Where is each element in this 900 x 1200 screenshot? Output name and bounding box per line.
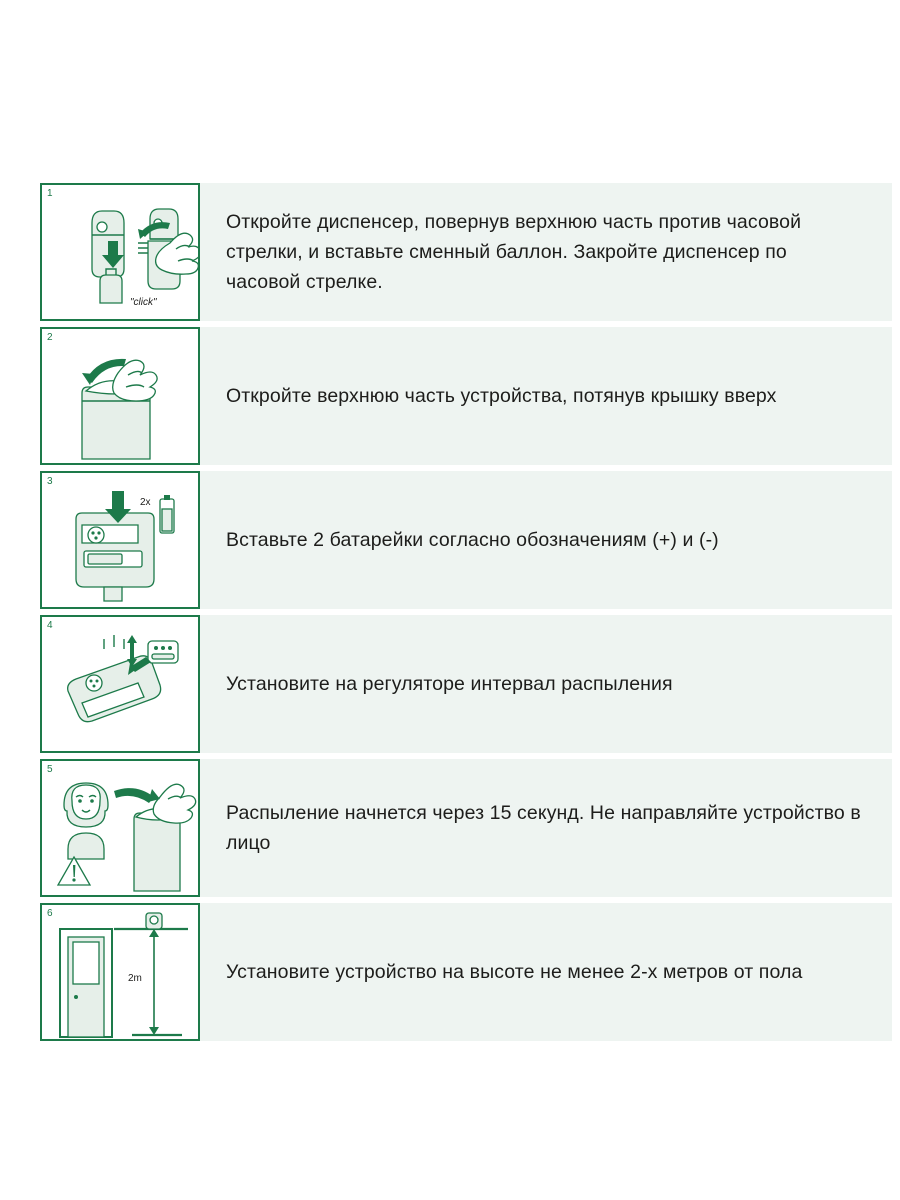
do-not-spray-in-face-warning-icon [42,761,198,895]
step-row [40,615,892,753]
step-6-caption: 2m [128,973,142,984]
step-text: Установите на регуляторе интервал распыления [226,672,673,695]
open-top-cover-pull-up-icon [42,329,198,463]
mount-device-two-meters-height-icon [42,905,198,1039]
step-1-illustration [40,183,200,321]
step-number: 3 [47,476,53,487]
step-2-text-cell [200,327,892,465]
step-5-illustration [40,759,200,897]
step-text: Откройте диспенсер, повернув верхнюю часть против часовой стрелки, и вставьте сменный баллон. Закройте диспенсер по часовой стрелке. [226,210,802,294]
step-row [40,327,892,465]
step-3-text-cell [200,471,892,609]
step-number: 4 [47,620,53,631]
step-text: Распыление начнется через 15 секунд. Не направляйте устройство в лицо [226,801,861,854]
step-1-caption: "click" [130,297,157,308]
step-number: 2 [47,332,53,343]
insert-two-batteries-icon [42,473,198,607]
step-3-illustration [40,471,200,609]
steps-list [40,183,892,1047]
step-row [40,759,892,897]
step-1-text-cell [200,183,892,321]
step-number: 6 [47,908,53,919]
step-row [40,903,892,1041]
step-2-illustration [40,327,200,465]
step-4-text-cell [200,615,892,753]
step-row [40,471,892,609]
step-number: 5 [47,764,53,775]
step-text: Откройте верхнюю часть устройства, потянув крышку вверх [226,384,777,407]
dispenser-open-insert-cartridge-icon [42,185,198,319]
step-text: Установите устройство на высоте не менее 2-х метров от пола [226,960,803,983]
step-6-text-cell [200,903,892,1041]
step-6-illustration [40,903,200,1041]
step-4-illustration [40,615,200,753]
set-spray-interval-switch-icon [42,617,198,751]
step-text: Вставьте 2 батарейки согласно обозначениям (+) и (-) [226,528,719,551]
step-3-caption: 2x [140,497,151,508]
step-row [40,183,892,321]
step-5-text-cell [200,759,892,897]
step-number: 1 [47,188,53,199]
